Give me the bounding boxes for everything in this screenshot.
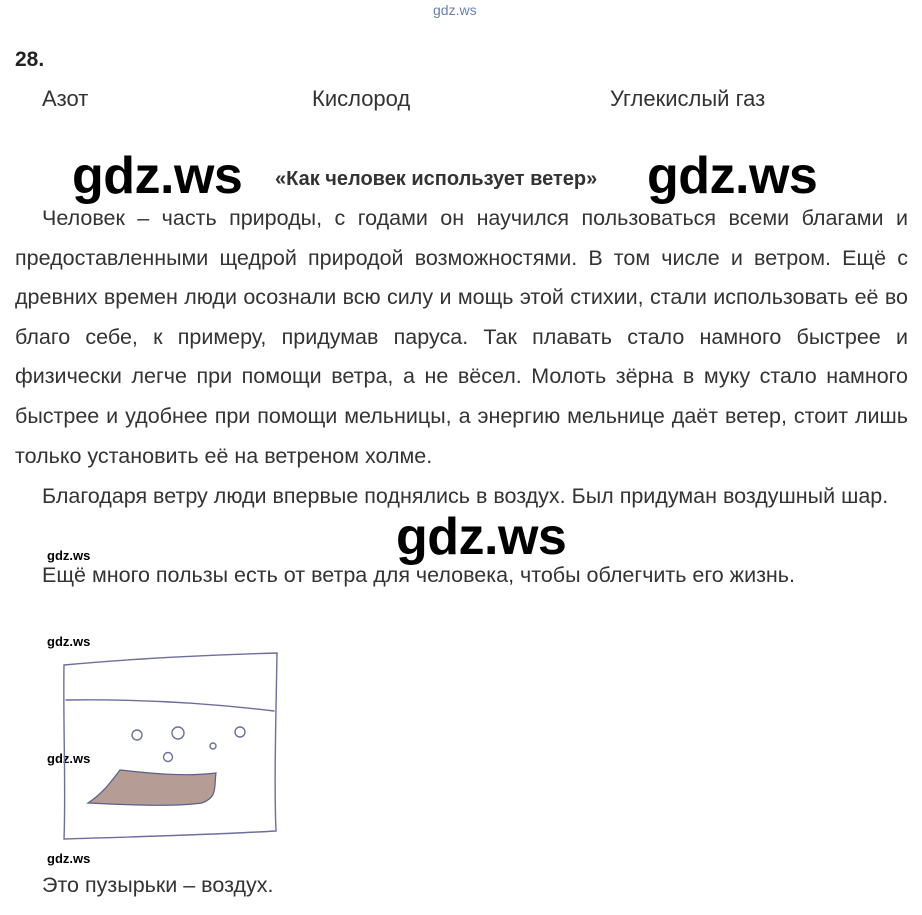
bubble [132,730,142,740]
gas-carbon-dioxide: Углекислый газ [610,86,766,111]
bubble [210,743,216,749]
watermark-large-left: gdz.ws [72,147,243,205]
gas-oxygen: Кислород [312,86,411,111]
essay-paragraph-3: Ещё много пользы есть от ветра для человека, чтобы облегчить его жизнь. [42,563,795,587]
stone [88,770,216,805]
aquarium-outline [64,653,277,839]
watermark-small-3: gdz.ws [47,751,91,766]
task-number: 28. [15,48,45,71]
watermark-large-center: gdz.ws [396,508,567,566]
water-line [66,700,274,711]
bubble [235,727,245,737]
watermark-small-1: gdz.ws [47,548,91,563]
watermark-small-4: gdz.ws [47,851,91,866]
watermark-large-right: gdz.ws [647,147,818,205]
essay-title: «Как человек использует ветер» [275,168,598,190]
watermark-small-2: gdz.ws [47,634,91,649]
bubble [164,753,173,762]
aquarium-drawing [58,645,282,845]
essay-paragraph-1: Человек – часть природы, с годами он научился пользоваться всеми благами и предоставленными щедрой природой возможностями. В том числе и ветром. Ещё с древних времен люди осознали всю силу и мощь этой стихии, стали использовать её во благо себе, к примеру, придумав паруса. Так плавать стало намного быстрее и физически легче при помощи ветра, а не вёсел. Молоть зёрна в муку стало намного быстрее и удобнее при помощи мельницы, а энергию мельнице даёт ветер, стоит лишь только установить её на ветреном холме. [15,206,908,468]
gas-nitrogen: Азот [42,86,89,111]
drawing-caption: Это пузырьки – воздух. [42,873,274,897]
watermark-top: gdz.ws [433,2,477,18]
bubble [172,727,184,739]
essay-paragraph-2: Благодаря ветру люди впервые поднялись в воздух. Был придуман воздушный шар. [42,484,889,508]
